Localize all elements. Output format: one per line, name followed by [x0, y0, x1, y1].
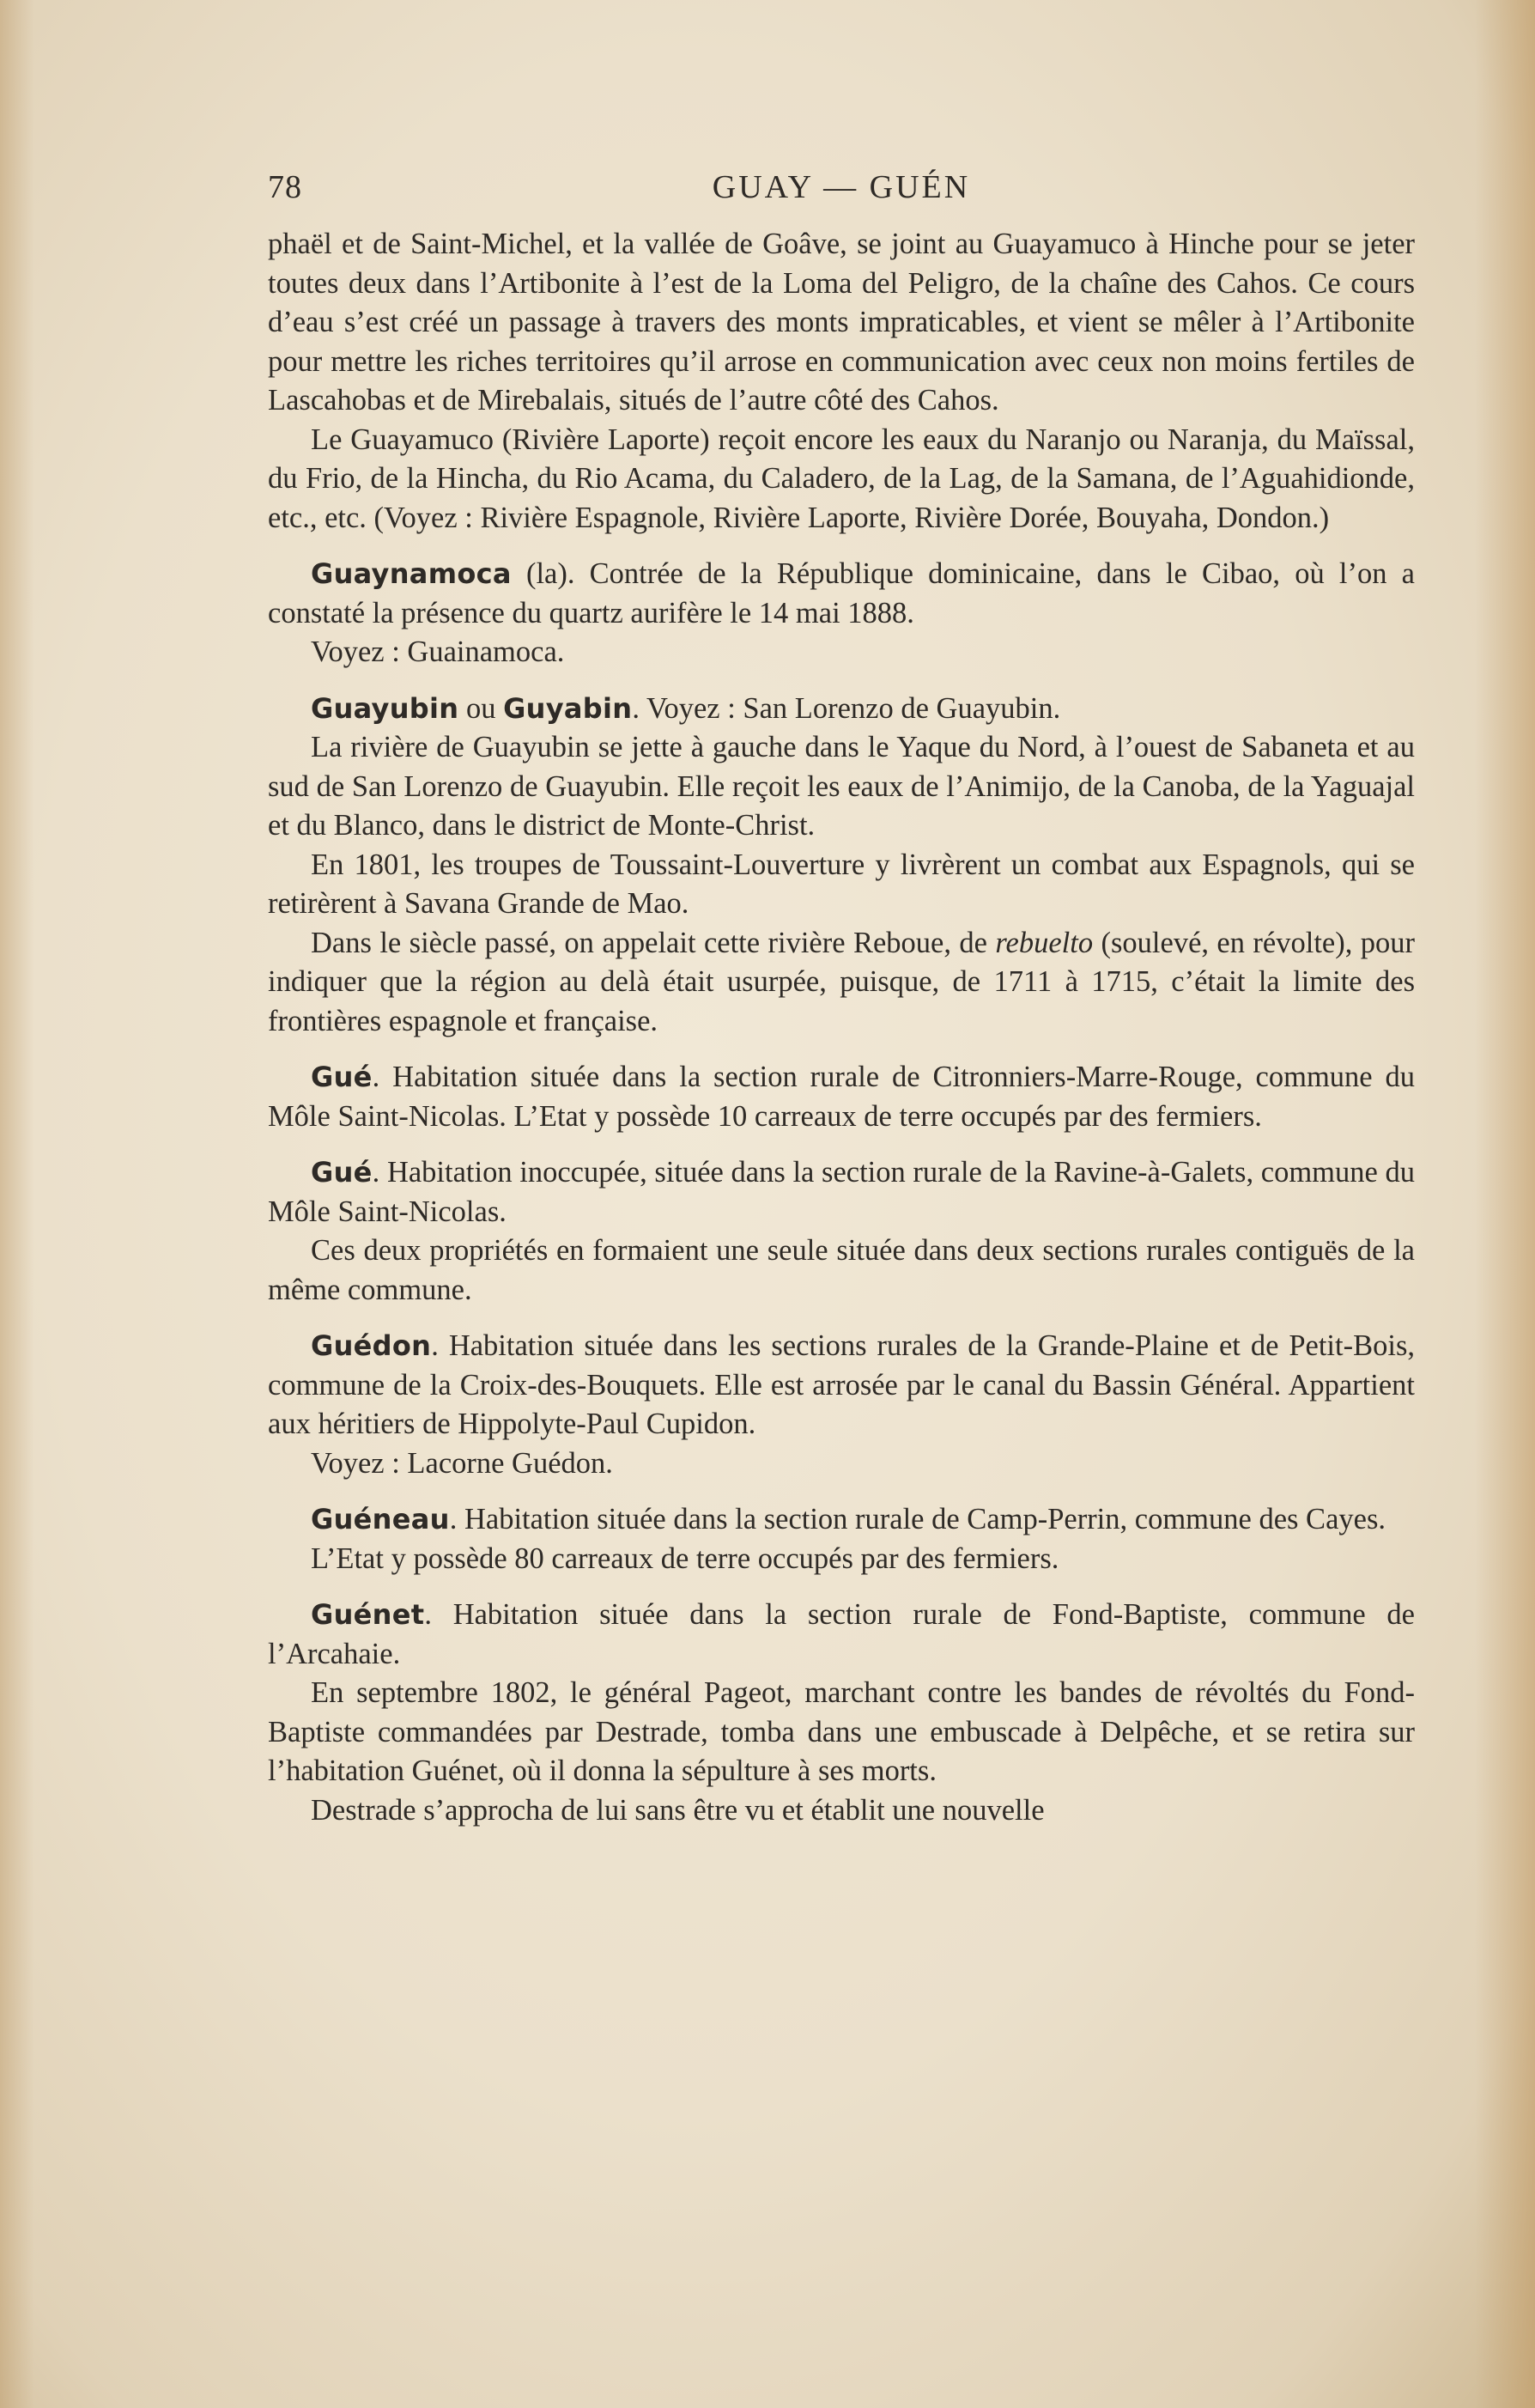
headword-variant: Guyabin — [503, 691, 633, 725]
headword: Guaynamoca — [311, 557, 512, 590]
entry-gueneau-p2: L’Etat y possède 80 carreaux de terre occupés par des fermiers. — [311, 1541, 1059, 1575]
entry-guedon — [268, 1327, 1415, 1444]
entry-guayubin-p4 — [268, 924, 1415, 1042]
headword: Guédon — [311, 1329, 432, 1362]
entry-text: . Habitation située dans la section rurale de Citronniers-Marre-Rouge, commune du Môle Saint-Nicolas. L’Etat y possède 10 carreaux de terre occupés par des fermiers. — [268, 1061, 1415, 1133]
entry-text: . Habitation située dans les sections rurales de la Grande-Plaine et de Petit-Bois, commune de la Croix-des-Bouquets. Elle est arrosée par le canal du Bassin Général. Appartient aux héritiers de Hippolyte-Paul Cupidon. — [268, 1329, 1415, 1440]
entry-gueneau — [268, 1500, 1415, 1540]
running-title: GUAY — GUÉN — [712, 169, 971, 205]
headword: Guéneau — [311, 1503, 450, 1535]
entry-guedon-see: Voyez : Lacorne Guédon. — [311, 1446, 613, 1480]
dictionary-text — [268, 225, 1415, 1830]
italic-term: rebuelto — [995, 926, 1094, 959]
entry-text: ou — [458, 691, 504, 725]
headword: Guénet — [311, 1598, 425, 1631]
page-number: 78 — [268, 169, 302, 205]
continued-paragraph: phaël et de Saint-Michel, et la vallée de Goâve, se joint au Guayamuco à Hinche pour se jeter toutes deux dans l’Artibonite à l’est de la Loma del Peligro, de la chaîne des Cahos. Ce cours d’eau s’est créé un passage à travers des monts impraticables, et vient se mêler à l’Artibonite pour mettre les riches territoires qu’il arrose en communication avec ceux non moins fertiles de Lascahobas et de Mirebalais, situés de l’autre côté des Cahos. — [268, 228, 1415, 417]
entry-guenet — [268, 1596, 1415, 1674]
entry-gue-2-p2: Ces deux propriétés en formaient une seule située dans deux sections rurales contiguës de la même commune. — [268, 1234, 1415, 1306]
entry-text: . Voyez : San Lorenzo de Guayubin. — [632, 691, 1061, 725]
headword: Gué — [311, 1156, 373, 1189]
entry-guenet-p2: En septembre 1802, le général Pageot, marchant contre les bandes de révoltés du Fond-Baptiste commandées par Destrade, tomba dans une embuscade à Delpêche, et se retira sur l’habitation Guénet, où il donna la sépulture à ses morts. — [268, 1676, 1415, 1787]
headword: Guayubin — [311, 691, 459, 725]
entry-text: (soulevé, en révolte), pour indiquer que la région au delà était usurpée, puisque, de 1711 à 1715, c’était la limite des frontières espagnole et française. — [268, 926, 1415, 1037]
entry-guayubin — [268, 690, 1415, 729]
entry-text: . Habitation située dans la section rurale de Fond-Baptiste, commune de l’Arcahaie. — [268, 1598, 1415, 1670]
entry-guaynamoca-see: Voyez : Guainamoca. — [311, 635, 565, 668]
entry-gue-1 — [268, 1058, 1415, 1136]
running-head — [268, 168, 1415, 211]
entry-gue-2 — [268, 1153, 1415, 1231]
continued-paragraph-2: Le Guayamuco (Rivière Laporte) reçoit encore les eaux du Naranjo ou Naranja, du Maïssal, du Frio, de la Hincha, du Rio Acama, du Caladero, de la Lag, de la Samana, de l’Aguahidionde, etc., etc. (Voyez : Rivière Espagnole, Rivière Laporte, Rivière Dorée, Bouyaha, Dondon.) — [268, 423, 1415, 534]
entry-guenet-p3: Destrade s’approcha de lui sans être vu et établit une nouvelle — [311, 1793, 1045, 1827]
entry-text: (la). Contrée de la République dominicaine, dans le Cibao, où l’on a constaté la présence du quartz aurifère le 14 mai 1888. — [268, 557, 1415, 629]
entry-guaynamoca — [268, 555, 1415, 633]
entry-text: . Habitation inoccupée, située dans la section rurale de la Ravine-à-Galets, commune du Môle Saint-Nicolas. — [268, 1156, 1415, 1228]
entry-guayubin-p3: En 1801, les troupes de Toussaint-Louverture y livrèrent un combat aux Espagnols, qui se retirèrent à Savana Grande de Mao. — [268, 848, 1415, 920]
entry-text: . Habitation située dans la section rurale de Camp-Perrin, commune des Cayes. — [449, 1503, 1386, 1535]
page-edge-right — [1475, 0, 1535, 2408]
headword: Gué — [311, 1061, 373, 1093]
page-edge-left — [0, 0, 34, 2408]
entry-guayubin-p2: La rivière de Guayubin se jette à gauche dans le Yaque du Nord, à l’ouest de Sabaneta et au sud de San Lorenzo de Guayubin. Elle reçoit les eaux de l’Animijo, de la Canoba, de la Yaguajal et du Blanco, dans le district de Monte-Christ. — [268, 731, 1415, 842]
entry-text: Dans le siècle passé, on appelait cette rivière Reboue, de — [311, 926, 996, 959]
